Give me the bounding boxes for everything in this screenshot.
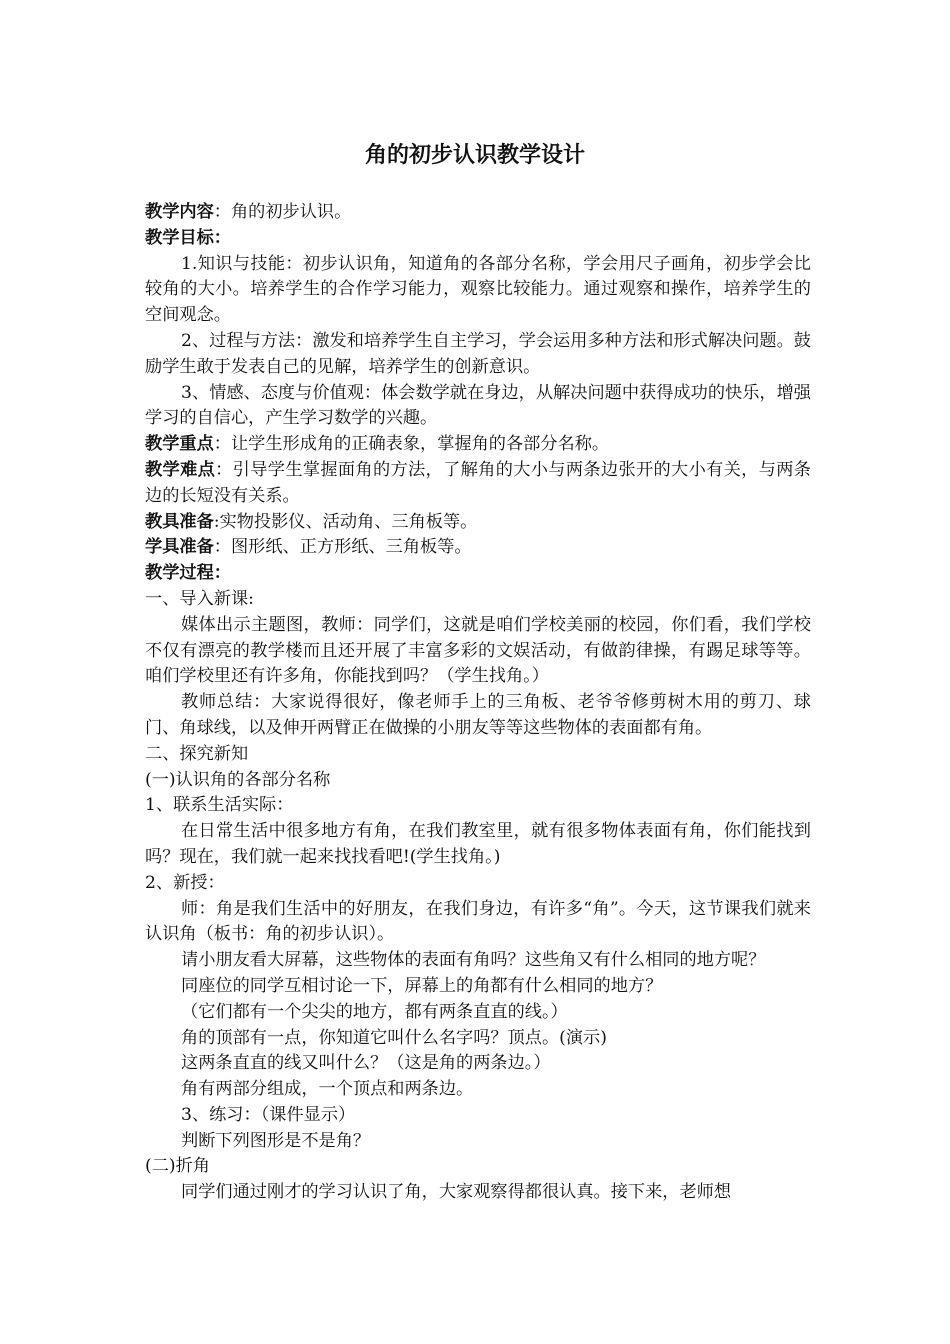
item-2-paragraph-4: （它们都有一个尖尖的地方，都有两条直直的线。） (181, 1001, 568, 1022)
section-2-heading: 二、探究新知 (145, 743, 249, 764)
document-title: 角的初步认识教学设计 (364, 143, 585, 168)
subsection-2-paragraph: 同学们通过刚才的学习认识了角，大家观察得都很认真。接下来，老师想 (181, 1182, 732, 1203)
teaching-content-text: ：角的初步认识。 (213, 202, 352, 222)
difficulty-line (145, 458, 811, 510)
teaching-aids-label: 教具准备 (145, 511, 214, 532)
section-1-paragraph-1: 媒体出示主题图，教师：同学们，这就是咱们学校美丽的校园，你们看，我们学校不仅有漂亮的教学楼而且还开展了丰富多彩的文娱活动，有做韵律操，有踢足球等等。咱们学校里还有许多角，你能找到吗？（学生找角。） (145, 614, 811, 687)
section-1-heading: 一、导入新课: (145, 588, 254, 609)
section-1-paragraph-2: 教师总结：大家说得很好，像老师手上的三角板、老爷爷修剪树木用的剪刀、球门、角球线，以及伸开两臂正在做操的小朋友等等这些物体的表面都有角。 (145, 692, 811, 738)
subsection-1-heading: (一)认识角的各部分名称 (145, 769, 331, 790)
learning-aids-label: 学具准备 (145, 537, 214, 558)
key-point-label: 教学重点 (145, 434, 214, 455)
teaching-content-line (145, 200, 811, 226)
learning-aids-text: ：图形纸、正方形纸、三角板等。 (213, 537, 472, 558)
item-2-paragraph-2: 请小朋友看大屏幕，这些物体的表面有角吗？这些角又有什么相同的地方呢？ (181, 950, 766, 971)
item-3-heading: 3、练习：（课件显示） (181, 1104, 356, 1125)
goal-2: 2、过程与方法：激发和培养学生自主学习，学会运用多种方法和形式解决问题。鼓励学生敢于发表自己的见解，培养学生的创新意识。 (145, 330, 811, 377)
item-2-paragraph-5: 角的顶部有一点，你知道它叫什么名字吗？顶点。(演示) (181, 1027, 607, 1048)
difficulty-label: 教学难点 (145, 459, 216, 480)
teaching-aids-line (145, 510, 811, 536)
item-2-paragraph-7: 角有两部分组成，一个顶点和两条边。 (181, 1079, 474, 1100)
goal-3: 3、情感、态度与价值观：体会数学就在身边，从解决问题中获得成功的快乐，增强学习的自信心，产生学习数学的兴趣。 (145, 382, 811, 429)
item-1-heading: 1、联系生活实际： (145, 795, 294, 816)
item-2-paragraph-3: 同座位的同学互相讨论一下，屏幕上的角都有什么相同的地方？ (181, 975, 663, 996)
teaching-aids-text: :实物投影仪、活动角、三角板等。 (213, 511, 478, 532)
item-1-paragraph: 在日常生活中很多地方有角，在我们教室里，就有很多物体表面有角，你们能找到吗？现在，我们就一起来找找看吧!(学生找角。) (145, 821, 811, 867)
item-3-paragraph: 判断下列图形是不是角？ (181, 1130, 371, 1151)
key-point-line (145, 432, 811, 458)
item-2-paragraph-1: 师：角是我们生活中的好朋友，在我们身边，有许多“角”。今天，这节课我们就来认识角（板书：角的初步认识）。 (145, 898, 811, 945)
teaching-goals-label: 教学目标： (145, 227, 231, 248)
document-body (145, 200, 811, 1206)
teaching-content-label: 教学内容 (145, 202, 214, 222)
key-point-text: ：让学生形成角的正确表象，掌握角的各部分名称。 (213, 434, 610, 455)
item-2-paragraph-6: 这两条直直的线又叫什么？（这是角的两条边。） (181, 1053, 551, 1074)
subsection-2-heading: (二)折角 (145, 1156, 210, 1177)
goal-1: 1.知识与技能：初步认识角，知道角的各部分名称，学会用尺子画角，初步学会比较角的大小。培养学生的合作学习能力，观察比较能力。通过观察和操作，培养学生的空间观念。 (145, 253, 811, 326)
teaching-process-label: 教学过程： (145, 563, 231, 584)
difficulty-text: ：引导学生掌握面角的方法，了解角的大小与两条边张开的大小有关，与两条边的长短没有关系。 (145, 459, 811, 506)
learning-aids-line (145, 535, 811, 561)
item-2-heading: 2、新授： (145, 872, 225, 893)
